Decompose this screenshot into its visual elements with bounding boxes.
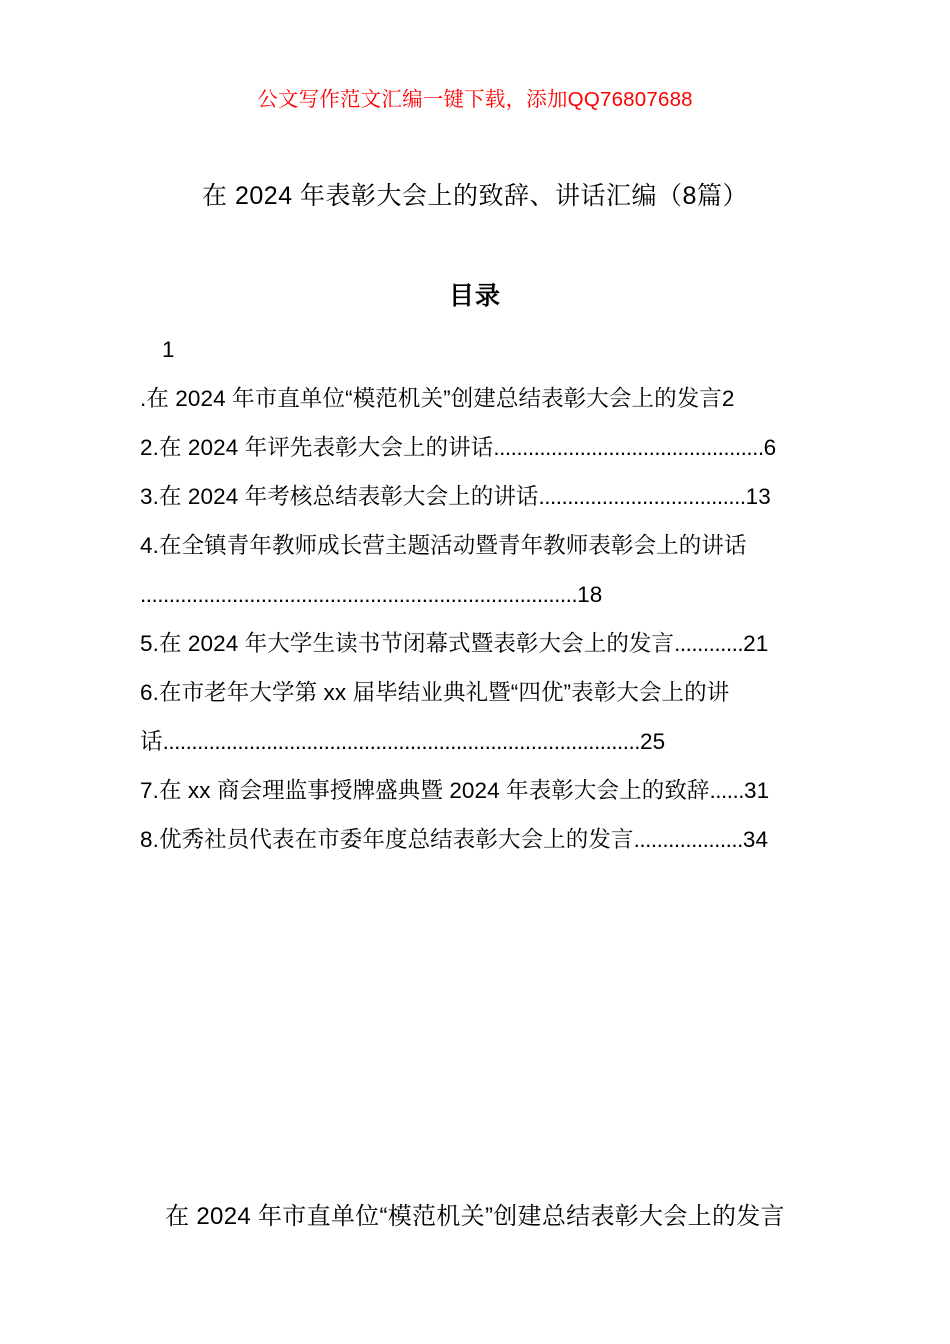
toc-entry-4-line1[interactable]: 4.在全镇青年教师成长营主题活动暨青年教师表彰会上的讲话 (140, 533, 747, 558)
toc-entry-7-page: 31 (744, 778, 770, 803)
toc-entry-7[interactable] (140, 766, 815, 815)
toc-heading: 目录 (448, 283, 501, 310)
toc-entry-8-page: 34 (742, 827, 769, 852)
toc-entry-3-dots: .................................... (538, 484, 746, 509)
toc-entry-3-text: 3.在 2024 年考核总结表彰大会上的讲话 (140, 484, 539, 509)
toc-entry-4-page: 18 (577, 582, 603, 607)
toc-entry-8-text: 8.优秀社员代表在市委年度总结表彰大会上的发言 (140, 827, 634, 852)
page-title: 在 2024 年表彰大会上的致辞、讲话汇编（8篇） (202, 182, 748, 210)
toc-entry-5-dots: ............ (674, 631, 744, 656)
watermark-promo-text: 公文写作范文汇编一键下载，添加QQ76807688 (257, 88, 693, 111)
toc-entry-3[interactable] (140, 472, 815, 521)
toc-entry-5-page: 21 (743, 631, 769, 656)
toc-entry-1-line2[interactable] (140, 374, 815, 423)
article-heading: 在 2024 年市直单位“模范机关”创建总结表彰大会上的发言 (165, 1203, 785, 1230)
table-of-contents (140, 325, 815, 864)
toc-entry-6-dots: ................................................................................... (162, 729, 640, 754)
toc-entry-6-text: 话 (140, 729, 163, 754)
toc-entry-5[interactable] (140, 619, 815, 668)
toc-entry-2[interactable] (140, 423, 815, 472)
toc-entry-3-page: 13 (745, 484, 771, 509)
toc-entry-2-dots: ............................................... (493, 435, 764, 460)
toc-entry-6-page: 25 (639, 729, 666, 754)
toc-entry-2-text: 2.在 2024 年评先表彰大会上的讲话 (140, 435, 494, 460)
toc-entry-6-line2[interactable] (140, 717, 815, 766)
toc-entry-2-page: 6 (763, 435, 777, 460)
toc-entry-7-dots: ...... (709, 778, 745, 803)
toc-entry-1-page: 2 (721, 386, 735, 411)
toc-entry-5-text: 5.在 2024 年大学生读书节闭幕式暨表彰大会上的发言 (140, 631, 675, 656)
toc-entry-7-text: 7.在 xx 商会理监事授牌盛典暨 2024 年表彰大会上的致辞 (140, 778, 710, 803)
toc-entry-8[interactable] (140, 815, 815, 864)
toc-entry-4-dots: ............................................................................ (140, 582, 578, 607)
toc-entry-4-line2[interactable] (140, 570, 815, 619)
toc-entry-1-line1[interactable]: 1 (162, 337, 175, 362)
toc-entry-8-dots: ................... (633, 827, 743, 852)
toc-entry-6-line1[interactable]: 6.在市老年大学第 xx 届毕结业典礼暨“四优”表彰大会上的讲 (140, 680, 730, 705)
toc-entry-1-text: .在 2024 年市直单位“模范机关”创建总结表彰大会上的发言 (140, 386, 722, 411)
